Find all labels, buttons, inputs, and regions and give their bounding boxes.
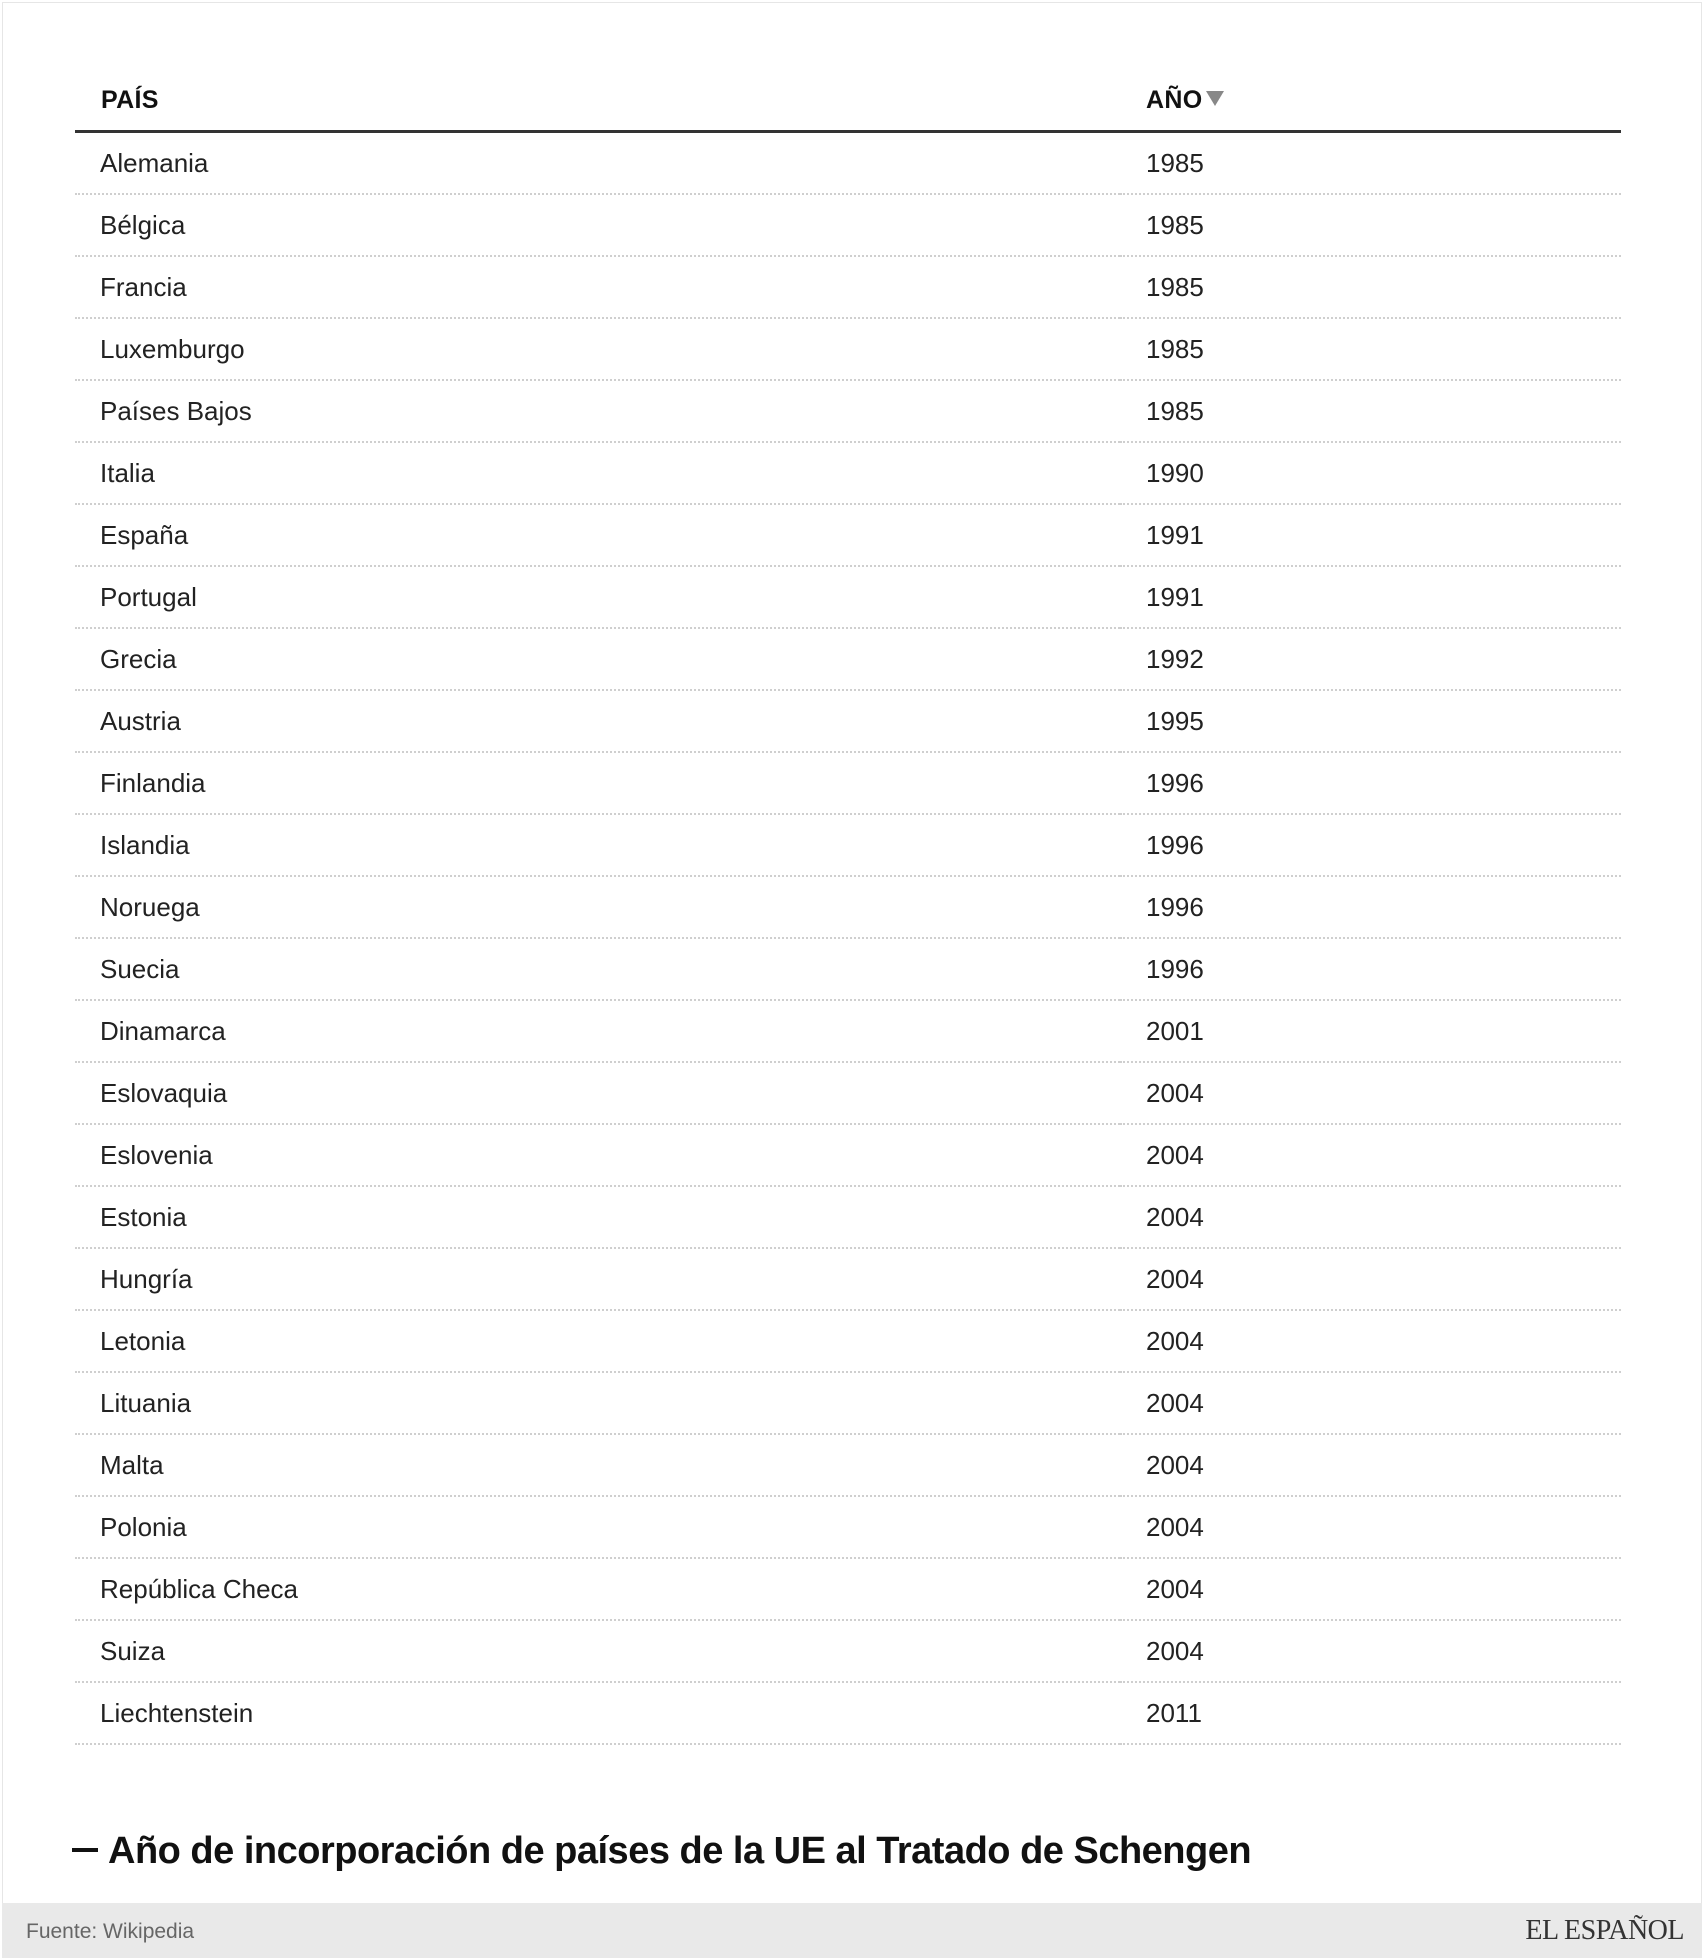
country-cell: República Checa [75,1558,1120,1620]
column-header-year[interactable] [1120,70,1621,132]
country-cell: Malta [75,1434,1120,1496]
year-cell: 2004 [1120,1248,1621,1310]
table-title [72,1830,1251,1873]
title-dash-icon [72,1848,98,1852]
footer-bar [2,1903,1702,1958]
country-cell: Países Bajos [75,380,1120,442]
table-row [75,132,1621,195]
year-cell: 1985 [1120,318,1621,380]
country-cell: Finlandia [75,752,1120,814]
table-row [75,1496,1621,1558]
table-row [75,256,1621,318]
year-cell: 2004 [1120,1620,1621,1682]
country-cell: Portugal [75,566,1120,628]
year-cell: 1996 [1120,876,1621,938]
table-row [75,504,1621,566]
table-row [75,442,1621,504]
schengen-table [75,70,1621,1745]
table-row [75,1310,1621,1372]
year-cell: 1995 [1120,690,1621,752]
country-cell: Polonia [75,1496,1120,1558]
year-cell: 2004 [1120,1496,1621,1558]
year-cell: 1985 [1120,132,1621,195]
table-row [75,194,1621,256]
year-cell: 2004 [1120,1310,1621,1372]
table-row [75,1186,1621,1248]
country-cell: Islandia [75,814,1120,876]
table-row [75,628,1621,690]
column-header-country-label: PAÍS [101,85,159,114]
table-row [75,814,1621,876]
country-cell: Eslovaquia [75,1062,1120,1124]
year-cell: 1985 [1120,380,1621,442]
year-cell: 2004 [1120,1062,1621,1124]
year-cell: 2004 [1120,1558,1621,1620]
year-cell: 1991 [1120,504,1621,566]
country-cell: Grecia [75,628,1120,690]
year-cell: 1992 [1120,628,1621,690]
table-row [75,1558,1621,1620]
table-row [75,938,1621,1000]
year-cell: 1996 [1120,752,1621,814]
year-cell: 1985 [1120,194,1621,256]
country-cell: Eslovenia [75,1124,1120,1186]
country-cell: Alemania [75,132,1120,195]
column-header-year-label: AÑO [1146,85,1203,114]
country-cell: España [75,504,1120,566]
table-row [75,380,1621,442]
header-row [75,70,1621,132]
year-cell: 2004 [1120,1434,1621,1496]
country-cell: Hungría [75,1248,1120,1310]
table-row [75,566,1621,628]
table-header [75,70,1621,132]
country-cell: Suiza [75,1620,1120,1682]
country-cell: Italia [75,442,1120,504]
year-cell: 2004 [1120,1186,1621,1248]
year-cell: 2001 [1120,1000,1621,1062]
table-row [75,876,1621,938]
year-cell: 1985 [1120,256,1621,318]
table-row [75,318,1621,380]
el-espanol-logo[interactable]: EL ESPAÑOL [1525,1915,1684,1946]
country-cell: Lituania [75,1372,1120,1434]
table-row [75,1124,1621,1186]
table-row [75,1372,1621,1434]
table-row [75,1682,1621,1744]
table-row [75,1000,1621,1062]
country-cell: Luxemburgo [75,318,1120,380]
data-table-container [75,70,1621,1745]
column-header-country[interactable] [75,70,1120,132]
country-cell: Estonia [75,1186,1120,1248]
country-cell: Bélgica [75,194,1120,256]
year-cell: 1991 [1120,566,1621,628]
year-cell: 2011 [1120,1682,1621,1744]
table-row [75,1248,1621,1310]
country-cell: Francia [75,256,1120,318]
year-cell: 1990 [1120,442,1621,504]
year-cell: 1996 [1120,814,1621,876]
table-row [75,690,1621,752]
country-cell: Dinamarca [75,1000,1120,1062]
table-row [75,752,1621,814]
table-row [75,1620,1621,1682]
sort-descending-icon[interactable] [1206,91,1224,106]
country-cell: Liechtenstein [75,1682,1120,1744]
country-cell: Letonia [75,1310,1120,1372]
country-cell: Noruega [75,876,1120,938]
table-row [75,1062,1621,1124]
year-cell: 2004 [1120,1372,1621,1434]
year-cell: 2004 [1120,1124,1621,1186]
year-cell: 1996 [1120,938,1621,1000]
source-credit: Fuente: Wikipedia [26,1920,195,1943]
table-title-text: Año de incorporación de países de la UE al Tratado de Schengen [108,1830,1252,1872]
country-cell: Austria [75,690,1120,752]
table-body [75,132,1621,1745]
table-row [75,1434,1621,1496]
country-cell: Suecia [75,938,1120,1000]
